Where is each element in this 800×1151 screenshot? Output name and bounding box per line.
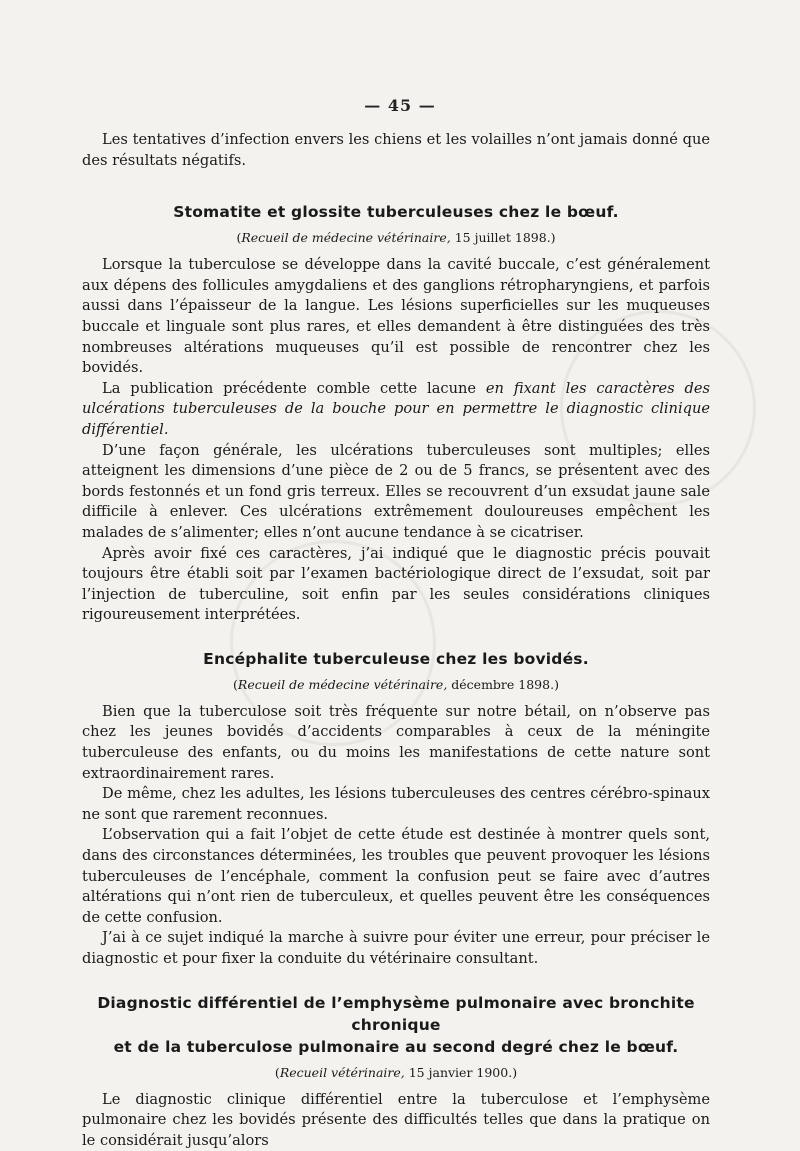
paragraph: Lorsque la tuberculose se développe dans la cavité buccale, c’est généralement aux dépens des follicules amygdaliens et des ganglions rétropharyngiens, et parfois aussi dans l’épaisseur de la langue. Les lésions superficielles sur les muqueuses buccale et linguale sont plus rares, et elles demandent à être distinguées des très nombreuses altérations muqueuses qu’il est possible de rencontrer chez les bovidés. [82,256,710,377]
paragraph: De même, chez les adultes, les lésions tuberculeuses des centres cérébro-spinaux ne sont que rarement reconnues. [82,785,710,823]
page-body [82,130,710,1151]
page-number: — 45 — [364,96,436,115]
paragraph: L’observation qui a fait l’objet de cette étude est destinée à montrer quels sont, dans des circonstances déterminées, les troubles que peuvent provoquer les lésions tuberculeuses de l’encéphale, comment la confusion peut se faire avec d’autres altérations qui n’ont rien de tuberculeux, et quelles peuvent être les conséquences de cette confusion. [82,826,710,926]
section-diagnostic-emphyseme [82,992,710,1151]
paragraph: Après avoir fixé ces caractères, j’ai indiqué que le diagnostic précis pouvait toujours être établi soit par l’examen bactériologique direct de l’exsudat, soit par l’injection de tuberculine, soit enfin par les seules considérations cliniques rigoureusement interprétées. [82,544,710,624]
source-date: 15 juillet 1898. [454,230,551,246]
paragraph [82,379,710,441]
source-journal: Recueil de médecine vétérinaire, [241,230,451,246]
source-journal: Recueil de médecine vétérinaire, [237,676,448,692]
paragraph: D’une façon générale, les ulcérations tuberculeuses sont multiples; elles atteignent les dimensions d’une pièce de 2 ou de 5 francs, se présentent avec des bords festonnés et un fond gris terreux. Elles se recouvrent d’un exsudat jaune sale difficile à enlever. Ces ulcérations extrêmement douloureuses empêchent les malades de s’alimenter; elles n’ont aucune tendance à se cicatriser. [82,441,710,541]
section-source: (Recueil de médecine vétérinaire, 15 juillet 1898.) [236,230,556,246]
section-source: (Recueil vétérinaire, 15 janvier 1900.) [274,1064,518,1080]
paragraph: J’ai à ce sujet indiqué la marche à suivre pour éviter une erreur, pour préciser le diagnostic et pour fixer la conduite du vétérinaire consultant. [82,929,710,967]
source-date: 15 janvier 1900. [408,1064,513,1080]
paragraph-emphasis: en fixant les caractères des ulcérations tuberculeuses de la bouche pour en permettre le diagnostic clinique différentiel. [82,379,710,438]
section-title: Stomatite et glossite tuberculeuses chez le bœuf. [173,203,619,222]
section-title-line2: et de la tuberculose pulmonaire au second degré chez le bœuf. [113,1037,679,1056]
section-title: Encéphalite tuberculeuse chez les bovidés. [203,649,589,668]
paragraph: Le diagnostic clinique différentiel entre la tuberculose et l’emphysème pulmonaire chez les bovidés présente des difficultés telles que dans la pratique on le considérait jusqu’alors [82,1090,710,1149]
section-title [82,992,710,1058]
paragraph: Bien que la tuberculose soit très fréquente sur notre bétail, on n’observe pas chez les jeunes bovidés d’accidents comparables à ceux de la méningite tuberculeuse des enfants, ou du moins les manifestations de cette nature sont extraordinairement rares. [82,702,710,782]
paragraph-text: La publication précédente comble cette lacune [102,379,486,397]
section-source: (Recueil de médecine vétérinaire, décembre 1898.) [233,676,559,692]
section-title-line1: Diagnostic différentiel de l’emphysème pulmonaire avec bronchite chronique [97,993,695,1034]
source-journal: Recueil vétérinaire, [279,1064,405,1080]
section-encephalite [82,648,710,970]
section-stomatite [82,201,710,626]
source-date: décembre 1898. [451,676,555,692]
intro-paragraph: Les tentatives d’infection envers les chiens et les volailles n’ont jamais donné que des résultats négatifs. [82,131,710,169]
